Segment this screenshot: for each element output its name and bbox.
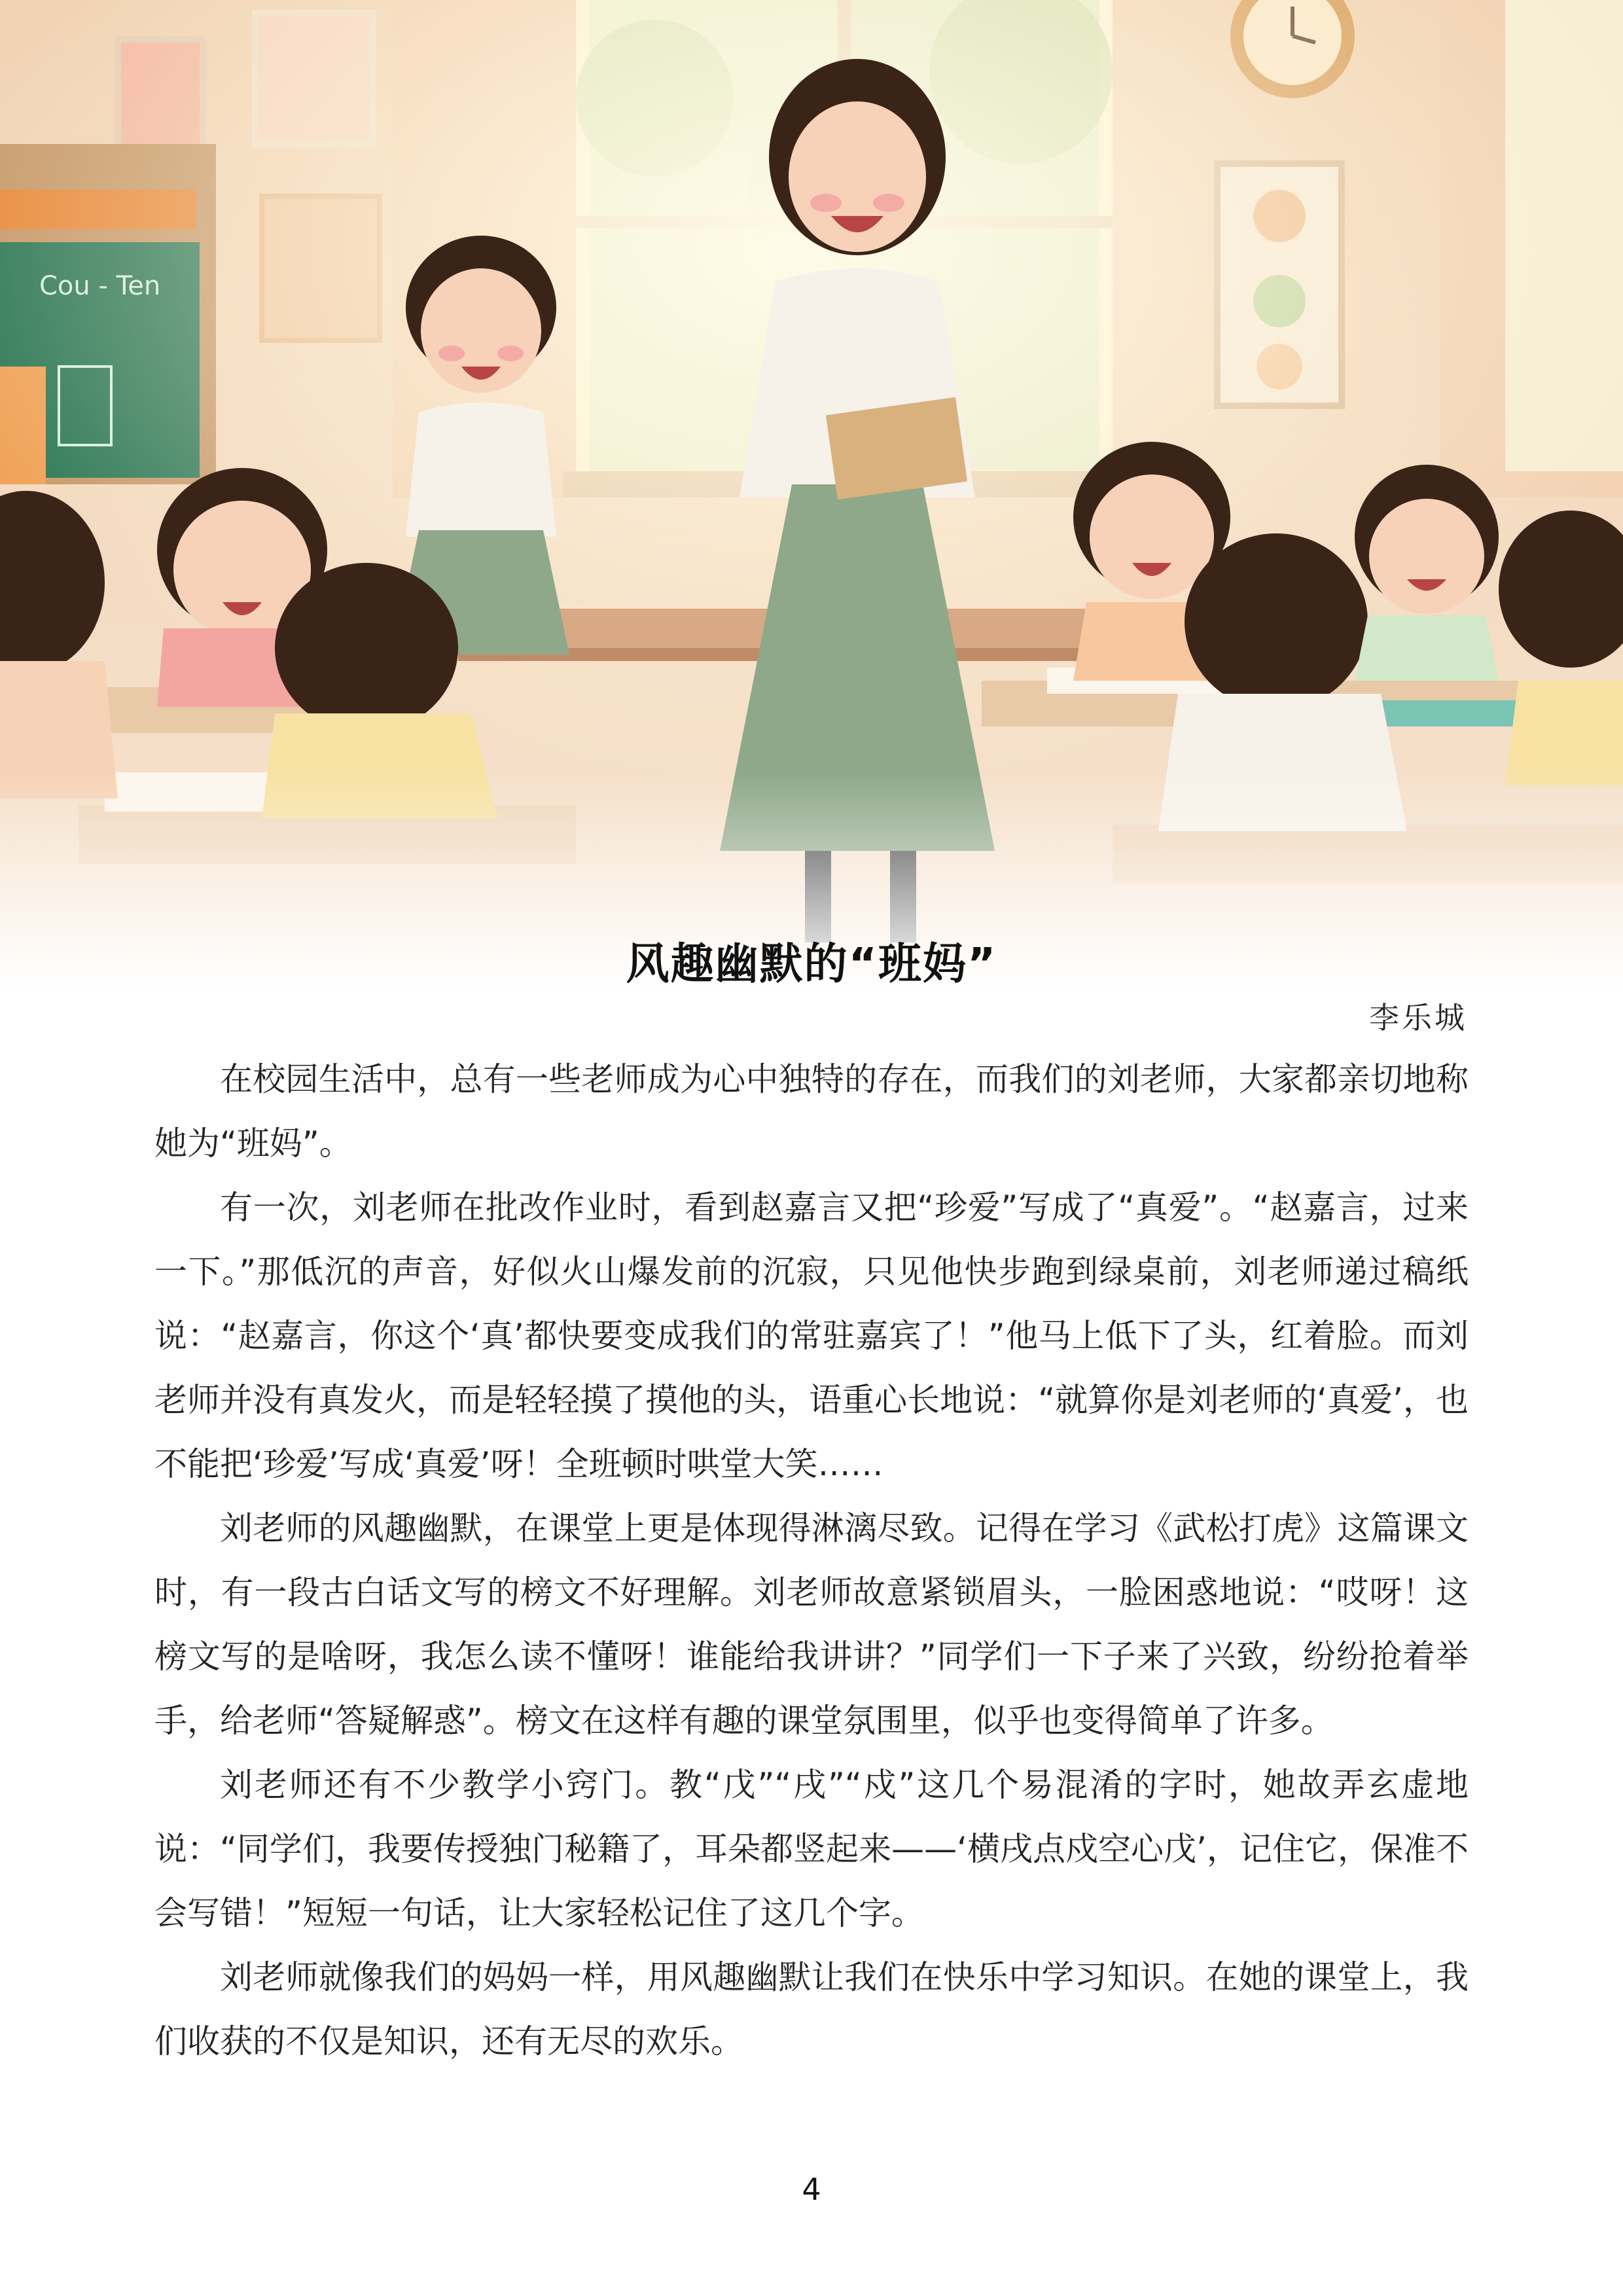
classroom-scene [0,0,1623,988]
paragraph: 刘老师还有不少教学小窍门。教“戊”“戌”“戍”这几个易混淆的字时，她故弄玄虚地说：“同学们，我要传授独门秘籍了，耳朵都竖起来——‘横戌点戍空心戊’，记住它，保准不会写错！”短短一句话，让大家轻松记住了这几个字。 [154,1766,1469,1932]
article-title: 风趣幽默的“班妈” [626,939,997,989]
paragraph: 在校园生活中，总有一些老师成为心中独特的存在，而我们的刘老师，大家都亲切地称她为“班妈”。 [154,1060,1469,1162]
classroom-illustration [0,0,1623,988]
paragraph: 刘老师就像我们的妈妈一样，用风趣幽默让我们在快乐中学习知识。在她的课堂上，我们收获的不仅是知识，还有无尽的欢乐。 [154,1958,1469,2060]
paragraph: 有一次，刘老师在批改作业时，看到赵嘉言又把“珍爱”写成了“真爱”。“赵嘉言，过来一下。”那低沉的声音，好似火山爆发前的沉寂，只见他快步跑到绿桌前，刘老师递过稿纸说：“赵嘉言，你这个‘真’都快要变成我们的常驻嘉宾了！”他马上低下了头，红着脸。而刘老师并没有真发火，而是轻轻摸了摸他的头，语重心长地说：“就算你是刘老师的‘真爱’，也不能把‘珍爱’写成‘真爱’呀！全班顿时哄堂大笑…… [154,1189,1469,1483]
article-author: 李乐城 [1369,1000,1467,1035]
paragraph: 刘老师的风趣幽默，在课堂上更是体现得淋漓尽致。记得在学习《武松打虎》这篇课文时，有一段古白话文写的榜文不好理解。刘老师故意紧锁眉头，一脸困惑地说：“哎呀！这榜文写的是啥呀，我怎么读不懂呀！谁能给我讲讲？”同学们一下子来了兴致，纷纷抢着举手，给老师“答疑解惑”。榜文在这样有趣的课堂氛围里，似乎也变得简单了许多。 [154,1509,1469,1740]
page-number: 4 [802,2172,821,2207]
article-body [154,1047,1469,2073]
